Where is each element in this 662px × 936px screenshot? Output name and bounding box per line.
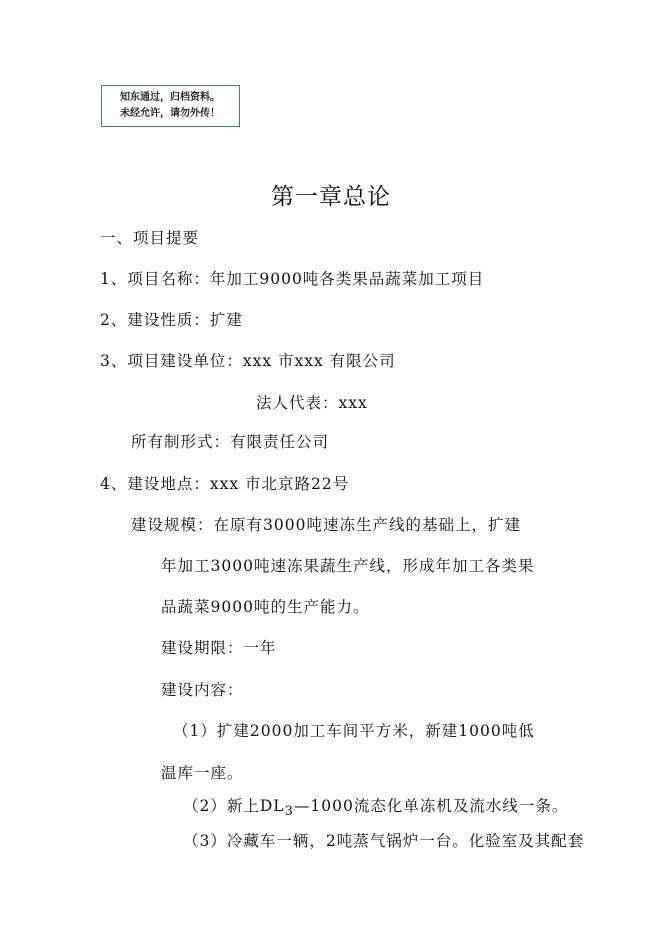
item-ownership-form: 所有制形式：有限责任公司 xyxy=(131,433,330,451)
scale-line-3: 品蔬菜9000吨的生产能力。 xyxy=(161,598,370,616)
item-project-name: 1、项目名称：年加工9000吨各类果品蔬菜加工项目 xyxy=(100,270,485,288)
construction-period: 建设期限：一年 xyxy=(161,639,277,657)
construction-content-heading: 建设内容： xyxy=(161,681,244,699)
content-item-1-line-2: 温库一座。 xyxy=(161,764,244,782)
content-item-3-line-1: （3）冷藏车一辆，2吨蒸气锅炉一台。化验室及其配套 xyxy=(183,832,585,850)
scale-line-2: 年加工3000吨速冻果蔬生产线，形成年加工各类果 xyxy=(161,557,535,575)
content-item-2-prefix: （2）新上DL xyxy=(183,797,285,815)
item-construction-unit: 3、项目建设单位：xxx 市xxx 有限公司 xyxy=(100,352,396,370)
chapter-title: 第一章总论 xyxy=(271,184,391,210)
content-item-2-suffix: —1000流态化单冻机及流水线一条。 xyxy=(293,797,569,815)
content-item-2-subscript: 3 xyxy=(284,804,294,819)
item-legal-representative: 法人代表：xxx xyxy=(256,394,368,412)
stamp-line-1: 知东通过，归档资料。 xyxy=(120,92,220,103)
content-item-1-line-1: （1）扩建2000加工车间平方米，新建1000吨低 xyxy=(173,722,535,740)
confidential-stamp xyxy=(101,85,240,127)
item-construction-nature: 2、建设性质：扩建 xyxy=(100,311,243,329)
scale-line-1: 建设规模：在原有3000吨速冻生产线的基础上，扩建 xyxy=(131,516,521,534)
stamp-line-2: 未经允许，请勿外传！ xyxy=(120,108,220,119)
section-heading-project-summary: 一、项目提要 xyxy=(100,229,200,247)
item-construction-location: 4、建设地点：xxx 市北京路22号 xyxy=(100,475,350,493)
content-item-2 xyxy=(183,796,568,818)
